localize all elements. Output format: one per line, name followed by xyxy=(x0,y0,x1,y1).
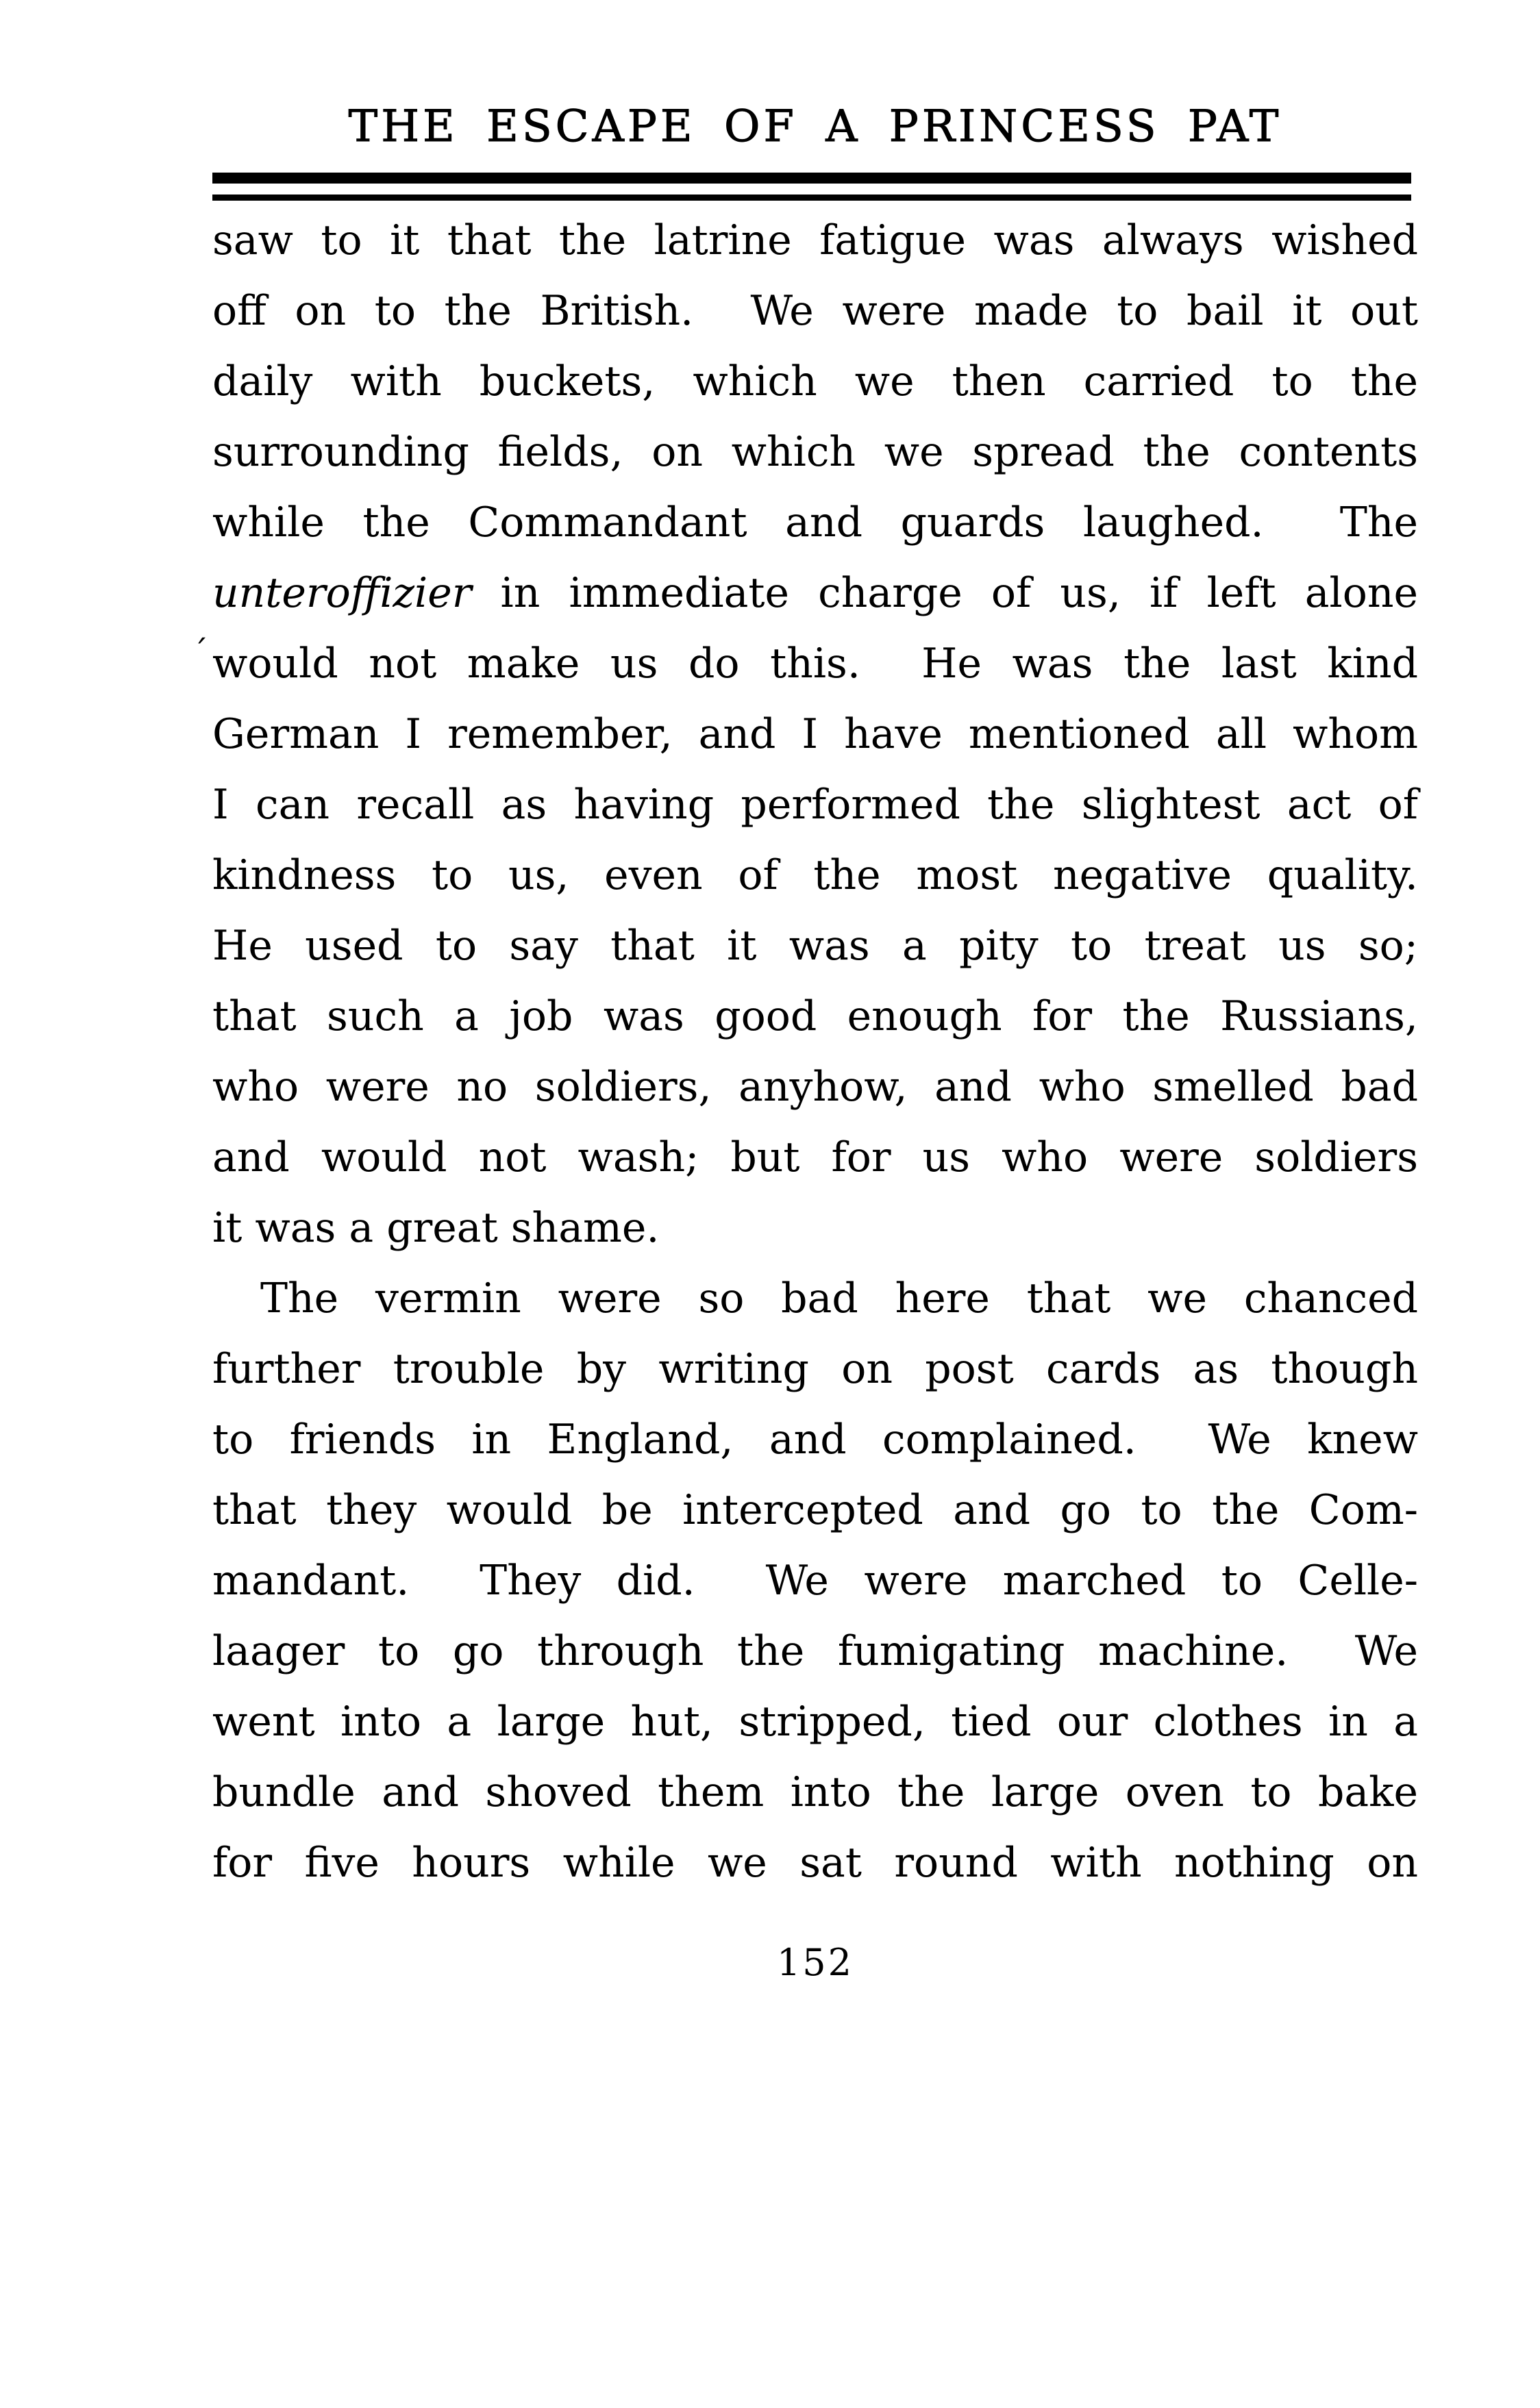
text-line xyxy=(212,276,1418,347)
line-text: mandant. They did. We were marched to Celle- xyxy=(212,1557,1418,1605)
text-line xyxy=(212,1616,1418,1687)
text-line xyxy=(212,558,1418,629)
line-text: bundle and shoved them into the large oven to bake xyxy=(212,1768,1418,1816)
line-text: in immediate charge of us, if left alone xyxy=(471,569,1418,617)
line-text: for five hours while we sat round with nothing on xyxy=(212,1839,1418,1887)
text-line xyxy=(212,699,1418,770)
line-text: further trouble by writing on post cards as though xyxy=(212,1345,1418,1393)
line-text: The vermin were so bad here that we chanced xyxy=(260,1275,1418,1322)
line-text: He used to say that it was a pity to treat us so; xyxy=(212,922,1418,970)
line-text: and would not wash; but for us who were soldiers xyxy=(212,1133,1418,1181)
text-line xyxy=(212,488,1418,558)
text-line xyxy=(212,1123,1418,1193)
line-text: went into a large hut, stripped, tied our clothes in a xyxy=(212,1698,1418,1746)
text-line xyxy=(212,1334,1418,1405)
line-text: that such a job was good enough for the Russians, xyxy=(212,992,1418,1040)
text-line xyxy=(212,1475,1418,1546)
line-text: kindness to us, even of the most negative quality. xyxy=(212,851,1418,899)
text-line xyxy=(212,981,1418,1052)
text-line xyxy=(212,840,1418,911)
header-rule-thin xyxy=(212,195,1411,201)
italic-word: unteroffizier xyxy=(212,569,472,617)
line-text: off on to the British. We were made to bail it out xyxy=(212,287,1418,335)
text-line xyxy=(212,1687,1418,1757)
page-number: 152 xyxy=(776,1941,854,1984)
text-line xyxy=(212,1052,1418,1123)
text-line xyxy=(212,417,1418,488)
line-text: surrounding fields, on which we spread the contents xyxy=(212,428,1418,476)
line-text: saw to it that the latrine fatigue was always wished xyxy=(212,216,1418,264)
running-header-title: THE ESCAPE OF A PRINCESS PAT xyxy=(348,101,1282,152)
text-line xyxy=(212,770,1418,840)
line-text: who were no soldiers, anyhow, and who smelled bad xyxy=(212,1063,1418,1111)
text-line xyxy=(212,1757,1418,1828)
line-text: to friends in England, and complained. We knew xyxy=(212,1416,1418,1464)
line-text: would not make us do this. He was the last kind xyxy=(212,640,1418,688)
text-line xyxy=(212,1828,1418,1898)
text-line xyxy=(192,629,1418,699)
line-text: that they would be intercepted and go to the Com- xyxy=(212,1486,1418,1534)
line-text: it was a great shame. xyxy=(212,1204,660,1252)
line-text: laager to go through the fumigating machine. We xyxy=(212,1627,1418,1675)
line-text: daily with buckets, which we then carried to the xyxy=(212,358,1418,405)
header-rule-thick xyxy=(212,173,1411,184)
line-text: while the Commandant and guards laughed. The xyxy=(212,499,1418,547)
text-line xyxy=(212,1264,1418,1334)
stray-print-mark: ´ xyxy=(192,634,208,672)
line-text: German I remember, and I have mentioned all whom xyxy=(212,710,1418,758)
text-line xyxy=(212,205,1418,276)
text-line xyxy=(212,347,1418,417)
text-line xyxy=(212,1193,1418,1264)
text-line xyxy=(212,1546,1418,1616)
text-line xyxy=(212,911,1418,981)
line-text: I can recall as having performed the slightest act of xyxy=(212,781,1418,829)
text-line xyxy=(212,1405,1418,1475)
body-text xyxy=(192,205,1418,1898)
